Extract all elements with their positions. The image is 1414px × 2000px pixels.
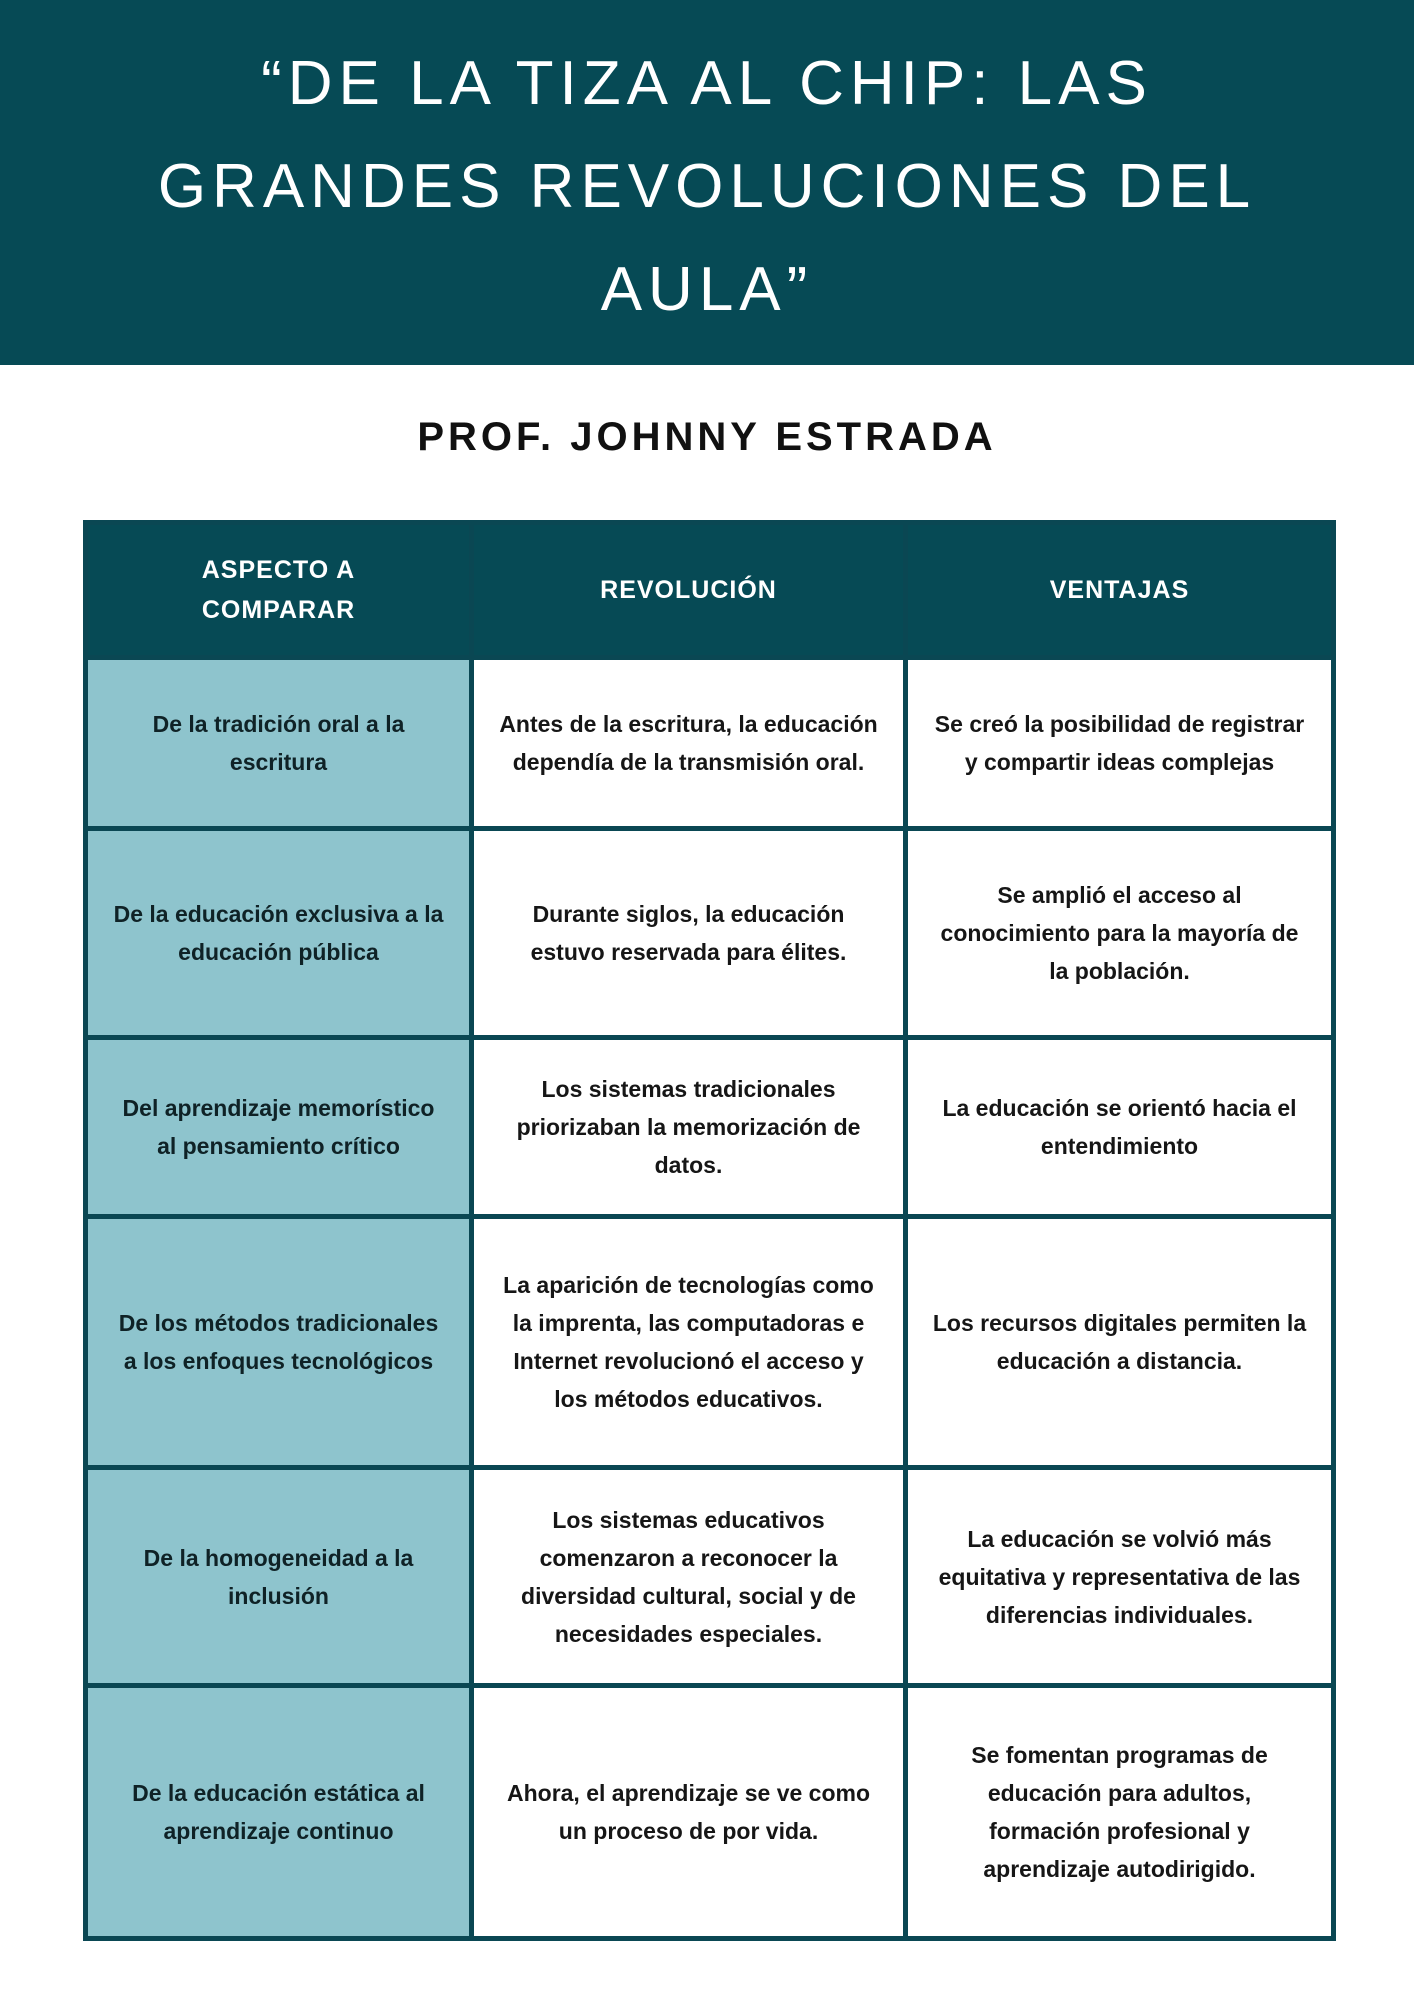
advantages-cell: La educación se orientó hacia el entendimiento [906, 1038, 1334, 1217]
page-title-line2: GRANDES REVOLUCIONES DEL [157, 152, 1257, 221]
column-header-revolucion: REVOLUCIÓN [472, 523, 906, 658]
advantages-cell: La educación se volvió más equitativa y representativa de las diferencias individuales. [906, 1468, 1334, 1686]
revolution-cell: Antes de la escritura, la educación dependía de la transmisión oral. [472, 658, 906, 829]
comparison-table-container [83, 520, 1331, 1941]
revolution-cell: Ahora, el aprendizaje se ve como un proceso de por vida. [472, 1686, 906, 1939]
revolution-cell: Los sistemas tradicionales priorizaban la memorización de datos. [472, 1038, 906, 1217]
table-header-row [86, 523, 1334, 658]
aspect-cell: Del aprendizaje memorístico al pensamiento crítico [86, 1038, 472, 1217]
aspect-cell: De los métodos tradicionales a los enfoques tecnológicos [86, 1217, 472, 1468]
revolution-cell: Durante siglos, la educación estuvo reservada para élites. [472, 829, 906, 1038]
advantages-cell: Los recursos digitales permiten la educación a distancia. [906, 1217, 1334, 1468]
aspect-cell: De la tradición oral a la escritura [86, 658, 472, 829]
header-banner [0, 0, 1414, 365]
page-title-line3: AULA” [600, 255, 814, 324]
revolution-cell: La aparición de tecnologías como la imprenta, las computadoras e Internet revolucionó el acceso y los métodos educativos. [472, 1217, 906, 1468]
table-row [86, 1468, 1334, 1686]
table-row [86, 658, 1334, 829]
table-row [86, 1686, 1334, 1939]
aspect-cell: De la educación exclusiva a la educación pública [86, 829, 472, 1038]
aspect-cell: De la educación estática al aprendizaje continuo [86, 1686, 472, 1939]
aspect-cell: De la homogeneidad a la inclusión [86, 1468, 472, 1686]
column-header-aspecto: ASPECTO A COMPARAR [86, 523, 472, 658]
advantages-cell: Se fomentan programas de educación para adultos, formación profesional y aprendizaje autodirigido. [906, 1686, 1334, 1939]
revolution-cell: Los sistemas educativos comenzaron a reconocer la diversidad cultural, social y de necesidades especiales. [472, 1468, 906, 1686]
page-title-line1: “DE LA TIZA AL CHIP: LAS [261, 49, 1153, 118]
advantages-cell: Se creó la posibilidad de registrar y compartir ideas complejas [906, 658, 1334, 829]
advantages-cell: Se amplió el acceso al conocimiento para la mayoría de la población. [906, 829, 1334, 1038]
table-row [86, 1038, 1334, 1217]
column-header-ventajas: VENTAJAS [906, 523, 1334, 658]
page-title [158, 24, 1256, 341]
table-row [86, 1217, 1334, 1468]
comparison-table [83, 520, 1336, 1941]
table-row [86, 829, 1334, 1038]
author-name: PROF. JOHNNY ESTRADA [417, 415, 997, 459]
